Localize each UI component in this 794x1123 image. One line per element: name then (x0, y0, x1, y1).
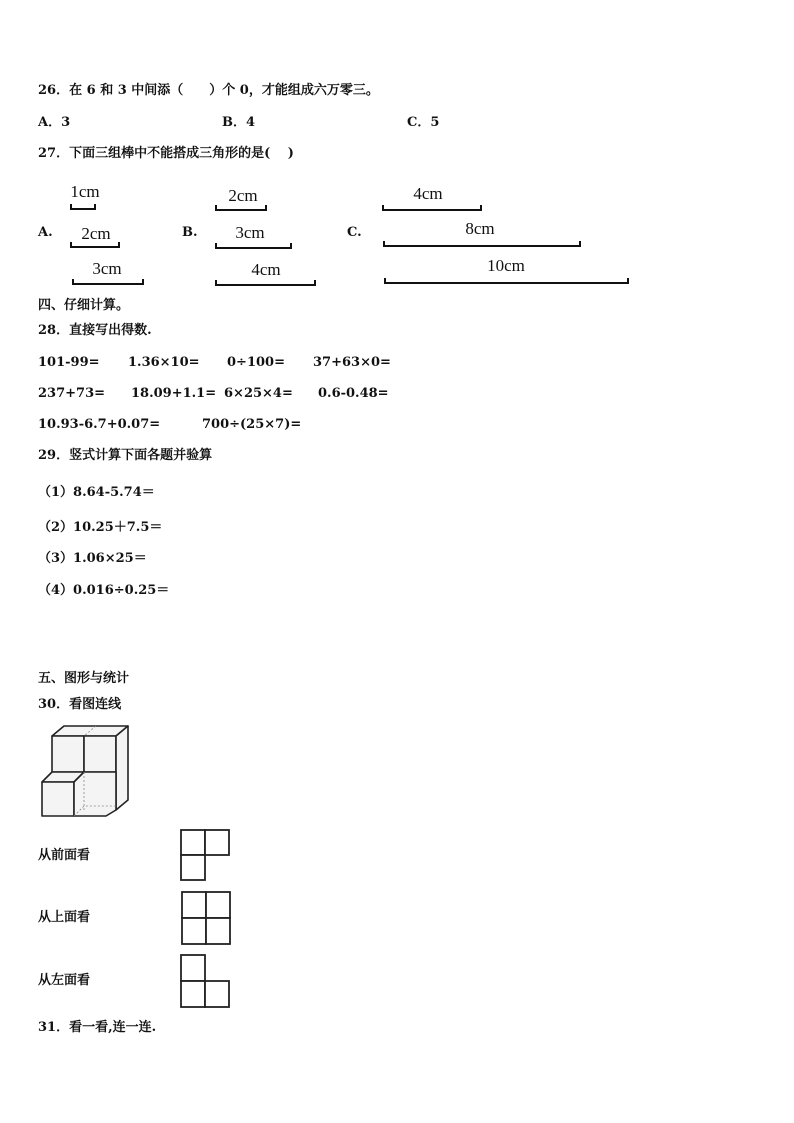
stick-b1-label: 2cm (228, 186, 258, 205)
stick-b3-label: 4cm (251, 260, 281, 279)
stick-a1-bar (70, 204, 96, 210)
stick-c3 (384, 256, 629, 284)
stick-a2-bar (70, 242, 120, 248)
view-shape-3[interactable] (178, 953, 232, 1010)
q28-stem: 28．直接写出得数. (38, 323, 152, 338)
q29-item-2: （2）10.25＋7.5＝ (38, 520, 163, 535)
stick-c3-bar (384, 278, 629, 284)
q29-item-3: （3）1.06×25＝ (38, 551, 147, 566)
q27-option-b-label[interactable]: B. (182, 225, 198, 240)
q29-item-4: （4）0.016÷0.25＝ (38, 583, 170, 598)
q29-stem: 29．竖式计算下面各题并验算 (38, 448, 213, 463)
q28-r2-c3: 6×25×4= (224, 386, 293, 401)
q28-r2-c4: 0.6-0.48= (318, 386, 389, 401)
view-front-label[interactable]: 从前面看 (38, 848, 91, 863)
stick-c2 (383, 219, 581, 247)
stick-a1 (70, 182, 100, 210)
q28-r2-c1: 237+73= (38, 386, 106, 401)
stick-c1-label: 4cm (413, 184, 443, 203)
stick-c2-bar (383, 241, 581, 247)
q28-r3-c1: 10.93-6.7+0.07= (38, 417, 161, 432)
cube-stack-figure (38, 722, 134, 820)
stick-b1 (215, 186, 267, 211)
stick-a2-label: 2cm (81, 224, 111, 243)
stick-c3-label: 10cm (487, 256, 525, 275)
stick-a3-label: 3cm (92, 259, 122, 278)
stick-b3-bar (215, 280, 316, 286)
q28-r1-c2: 1.36×10= (128, 355, 200, 370)
stick-a3 (72, 259, 144, 285)
section4-title: 四、仔细计算。 (38, 298, 130, 313)
view-shape-2[interactable] (179, 890, 233, 947)
stick-b3 (215, 260, 316, 286)
q26-option-b[interactable]: B．4 (222, 115, 256, 130)
q30-stem: 30．看图连线 (38, 697, 122, 712)
view-shape-1[interactable] (178, 828, 232, 884)
stick-c2-label: 8cm (465, 219, 495, 238)
stick-b2-label: 3cm (235, 223, 265, 242)
stick-a2 (70, 224, 120, 248)
stick-b2 (215, 223, 292, 249)
stick-a1-label: 1cm (70, 182, 100, 201)
stick-b2-bar (215, 243, 292, 249)
q28-r1-c1: 101-99= (38, 355, 100, 370)
q27-stem: 27．下面三组棒中不能搭成三角形的是( ) (38, 146, 294, 161)
q28-r2-c2: 18.09+1.1= (131, 386, 217, 401)
view-left-label[interactable]: 从左面看 (38, 973, 91, 988)
section5-title: 五、图形与统计 (38, 671, 130, 686)
stick-a3-bar (72, 279, 144, 285)
q31-stem: 31．看一看,连一连. (38, 1020, 157, 1035)
stick-c1-bar (382, 205, 482, 211)
stick-b1-bar (215, 205, 267, 211)
q28-r1-c4: 37+63×0= (313, 355, 391, 370)
q26-option-c[interactable]: C．5 (407, 115, 440, 130)
q28-r3-c2: 700÷(25×7)= (202, 417, 302, 432)
q26-option-a[interactable]: A．3 (38, 115, 71, 130)
q27-option-c-label[interactable]: C. (347, 225, 362, 240)
q26-stem: 26．在 6 和 3 中间添（ ）个 0，才能组成六万零三。 (38, 83, 379, 98)
q29-item-1: （1）8.64-5.74＝ (38, 485, 155, 500)
q27-option-a-label[interactable]: A. (38, 225, 53, 240)
view-top-label[interactable]: 从上面看 (38, 910, 91, 925)
stick-c1 (382, 184, 482, 211)
q28-r1-c3: 0÷100= (227, 355, 285, 370)
